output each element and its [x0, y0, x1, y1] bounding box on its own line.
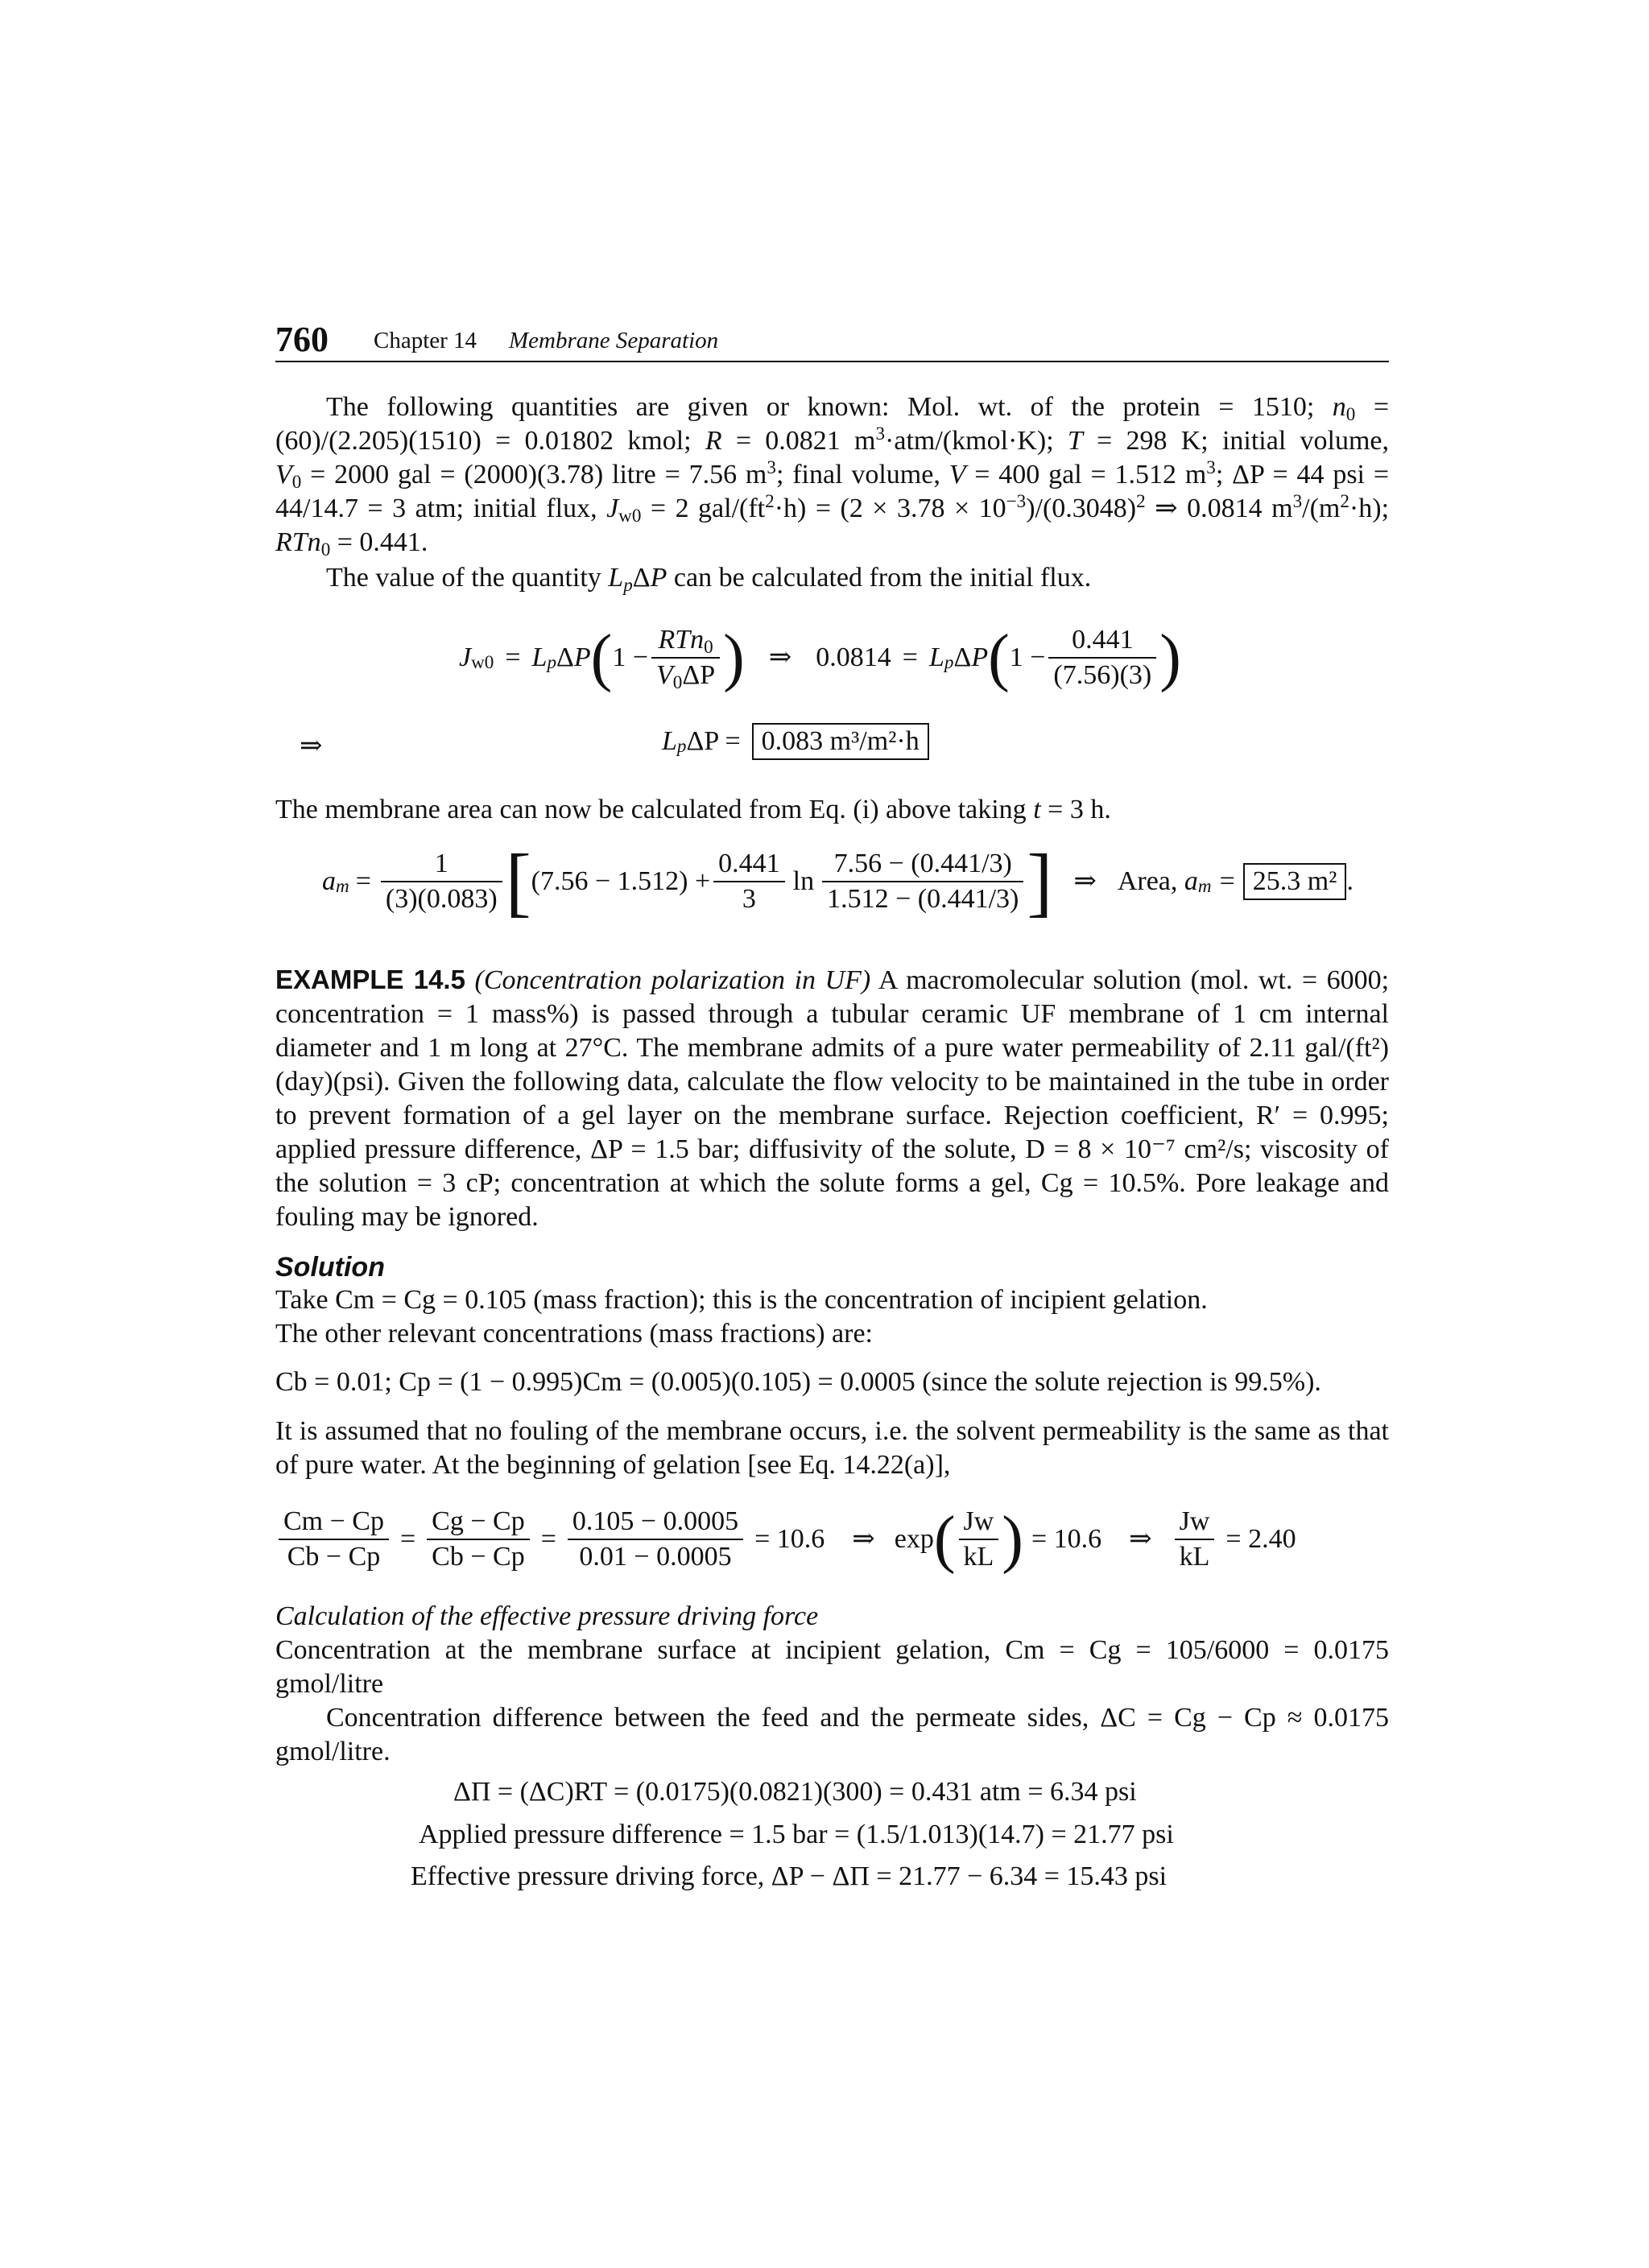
boxed-result-area: 25.3 m²: [1243, 863, 1347, 900]
solution-line-2: The other relevant concentrations (mass fractions) are:: [275, 1319, 874, 1349]
equation-effective-pressure: Effective pressure driving force, ΔP − ΔΠ = 21.77 − 6.34 = 15.43 psi: [411, 1861, 1168, 1891]
intro-lpdp: The value of the quantity $L_p\Delta P$ can be calculated from the initial flux.: [326, 563, 1092, 597]
given-line-2: (60)/(2.205)(1510) = 0.01802 kmol; R = 0.0821 $m^3\cdot atm/(kmol\cdot K)$; T = 298 K; initial volume,: [275, 423, 1390, 456]
equation-gel-concentration-ratio: $\frac{Cm - Cp}{Cb - Cp}$ = $\frac{Cg - Cp}{Cb - Cp}$ = $\frac{0.105 - 0.0005}{0.01 - 0.0005}$ = 10.6 ⇒ exp ( $\frac{Jw}{kL}$ ) = 10.6 ⇒ $\frac{Jw}{kL}$ = 2.40: [275, 1499, 1304, 1580]
chapter-title: Membrane Separation: [509, 328, 719, 353]
chapter-label: Chapter 14: [374, 328, 477, 353]
equation-membrane-area: a $_m$ = $\frac{1}{(3)(0.083)}$ [ (7.56 − 1.512) + $\frac{0.441}{3}$ ln $\frac{7.56 - (0.441/3)}{1.512 - (0.441/3)}$ ] ⇒ Area, a $_m$ = 25.3 m² .: [322, 838, 1354, 924]
given-line-4: 44/14.7 = 3 atm; initial flux, $J_{w0} = 2$ gal/$(ft^2\cdot h) = (2 \times 3.78 \times 10^{-3})/(0.3048)^2$ ⇒ 0.0814 $m^3/(m^2\cdot h)$;: [275, 491, 1390, 527]
example-14-5: EXAMPLE 14.5 (Concentration polarization in UF) A macromolecular solution (mol. wt. = 6000; concentration = 1 mass%) is passed through a tubular ceramic UF membrane of 1 cm internal diameter and 1 m long at 27°C. The membrane admits of a pure water permeability of 2.11 gal/(ft²)(day)(psi). Given the following data, calculate the flow velocity to be maintained in the tube in order to prevent formation of a gel layer on the membrane surface. Rejection coefficient, R′ = 0.995; applied pressure difference, ΔP = 1.5 bar; diffusivity of the solute, D = 8 × 10⁻⁷ cm²/s; viscosity of the solution = 3 cP; concentration at which the solute forms a gel, Cg = 10.5%. Pore leakage and fouling may be ignored.: [275, 965, 1390, 1232]
page-number: 760: [275, 320, 329, 359]
solution-heading: Solution: [275, 1252, 385, 1283]
boxed-result-lpdp: 0.083 m³/m²·h: [752, 723, 929, 760]
equation-lpdp-result: L $_p$ ΔP = 0.083 m³/m²·h: [662, 723, 929, 760]
equation-applied-pressure: Applied pressure difference = 1.5 bar = (1.5/1.013)(14.7) = 21.77 psi: [419, 1820, 1174, 1849]
solution-line-1: Take Cm = Cg = 0.105 (mass fraction); this is the concentration of incipient gelation.: [275, 1285, 1208, 1315]
implies-arrow: ⇒: [300, 731, 323, 761]
solution-line-4: It is assumed that no fouling of the membrane occurs, i.e. the solvent permeability is the same as that of pure water. At the beginning of gelation [see Eq. 14.22(a)],: [275, 1416, 1389, 1480]
equation-osmotic-pressure: ΔΠ = (ΔC)RT = (0.0175)(0.0821)(300) = 0.431 atm = 6.34 psi: [453, 1777, 1137, 1807]
equation-initial-flux: J $_{w0}$ = L $_p$ Δ P ( 1 − $\frac{RTn_0}{V_0\Delta P}$ ) ⇒ 0.0814 = L $_p$ Δ P ( 1 − $\frac{0.441}{(7.56)(3)}$ ): [459, 622, 1181, 694]
driving-force-p1: Concentration at the membrane surface at incipient gelation, Cm = Cg = 105/6000 = 0.0175 gmol/litre: [275, 1635, 1389, 1699]
driving-force-p2: Concentration difference between the feed and the permeate sides, ΔC = Cg − Cp ≈ 0.0175 gmol/litre.: [275, 1703, 1389, 1766]
driving-force-heading: Calculation of the effective pressure driving force: [275, 1601, 819, 1631]
given-line-3: $V_0 = 2000$ gal = (2000)(3.78) litre = 7.56 $m^3$; final volume, V = 400 gal = 1.512 $m^3$; ΔP = 44 psi =: [275, 457, 1389, 494]
given-line-5: RTn$_0$ = 0.441.: [275, 527, 428, 561]
page-header: [275, 320, 1389, 362]
area-intro: The membrane area can now be calculated from Eq. (i) above taking t = 3 h.: [275, 795, 1111, 824]
solution-line-3: Cb = 0.01; Cp = (1 − 0.995)Cm = (0.005)(0.105) = 0.0005 (since the solute rejection is 99.5%).: [275, 1367, 1321, 1397]
given-line-1: The following quantities are given or known: Mol. wt. of the protein = 1510; $n_0$ =: [326, 392, 1389, 426]
